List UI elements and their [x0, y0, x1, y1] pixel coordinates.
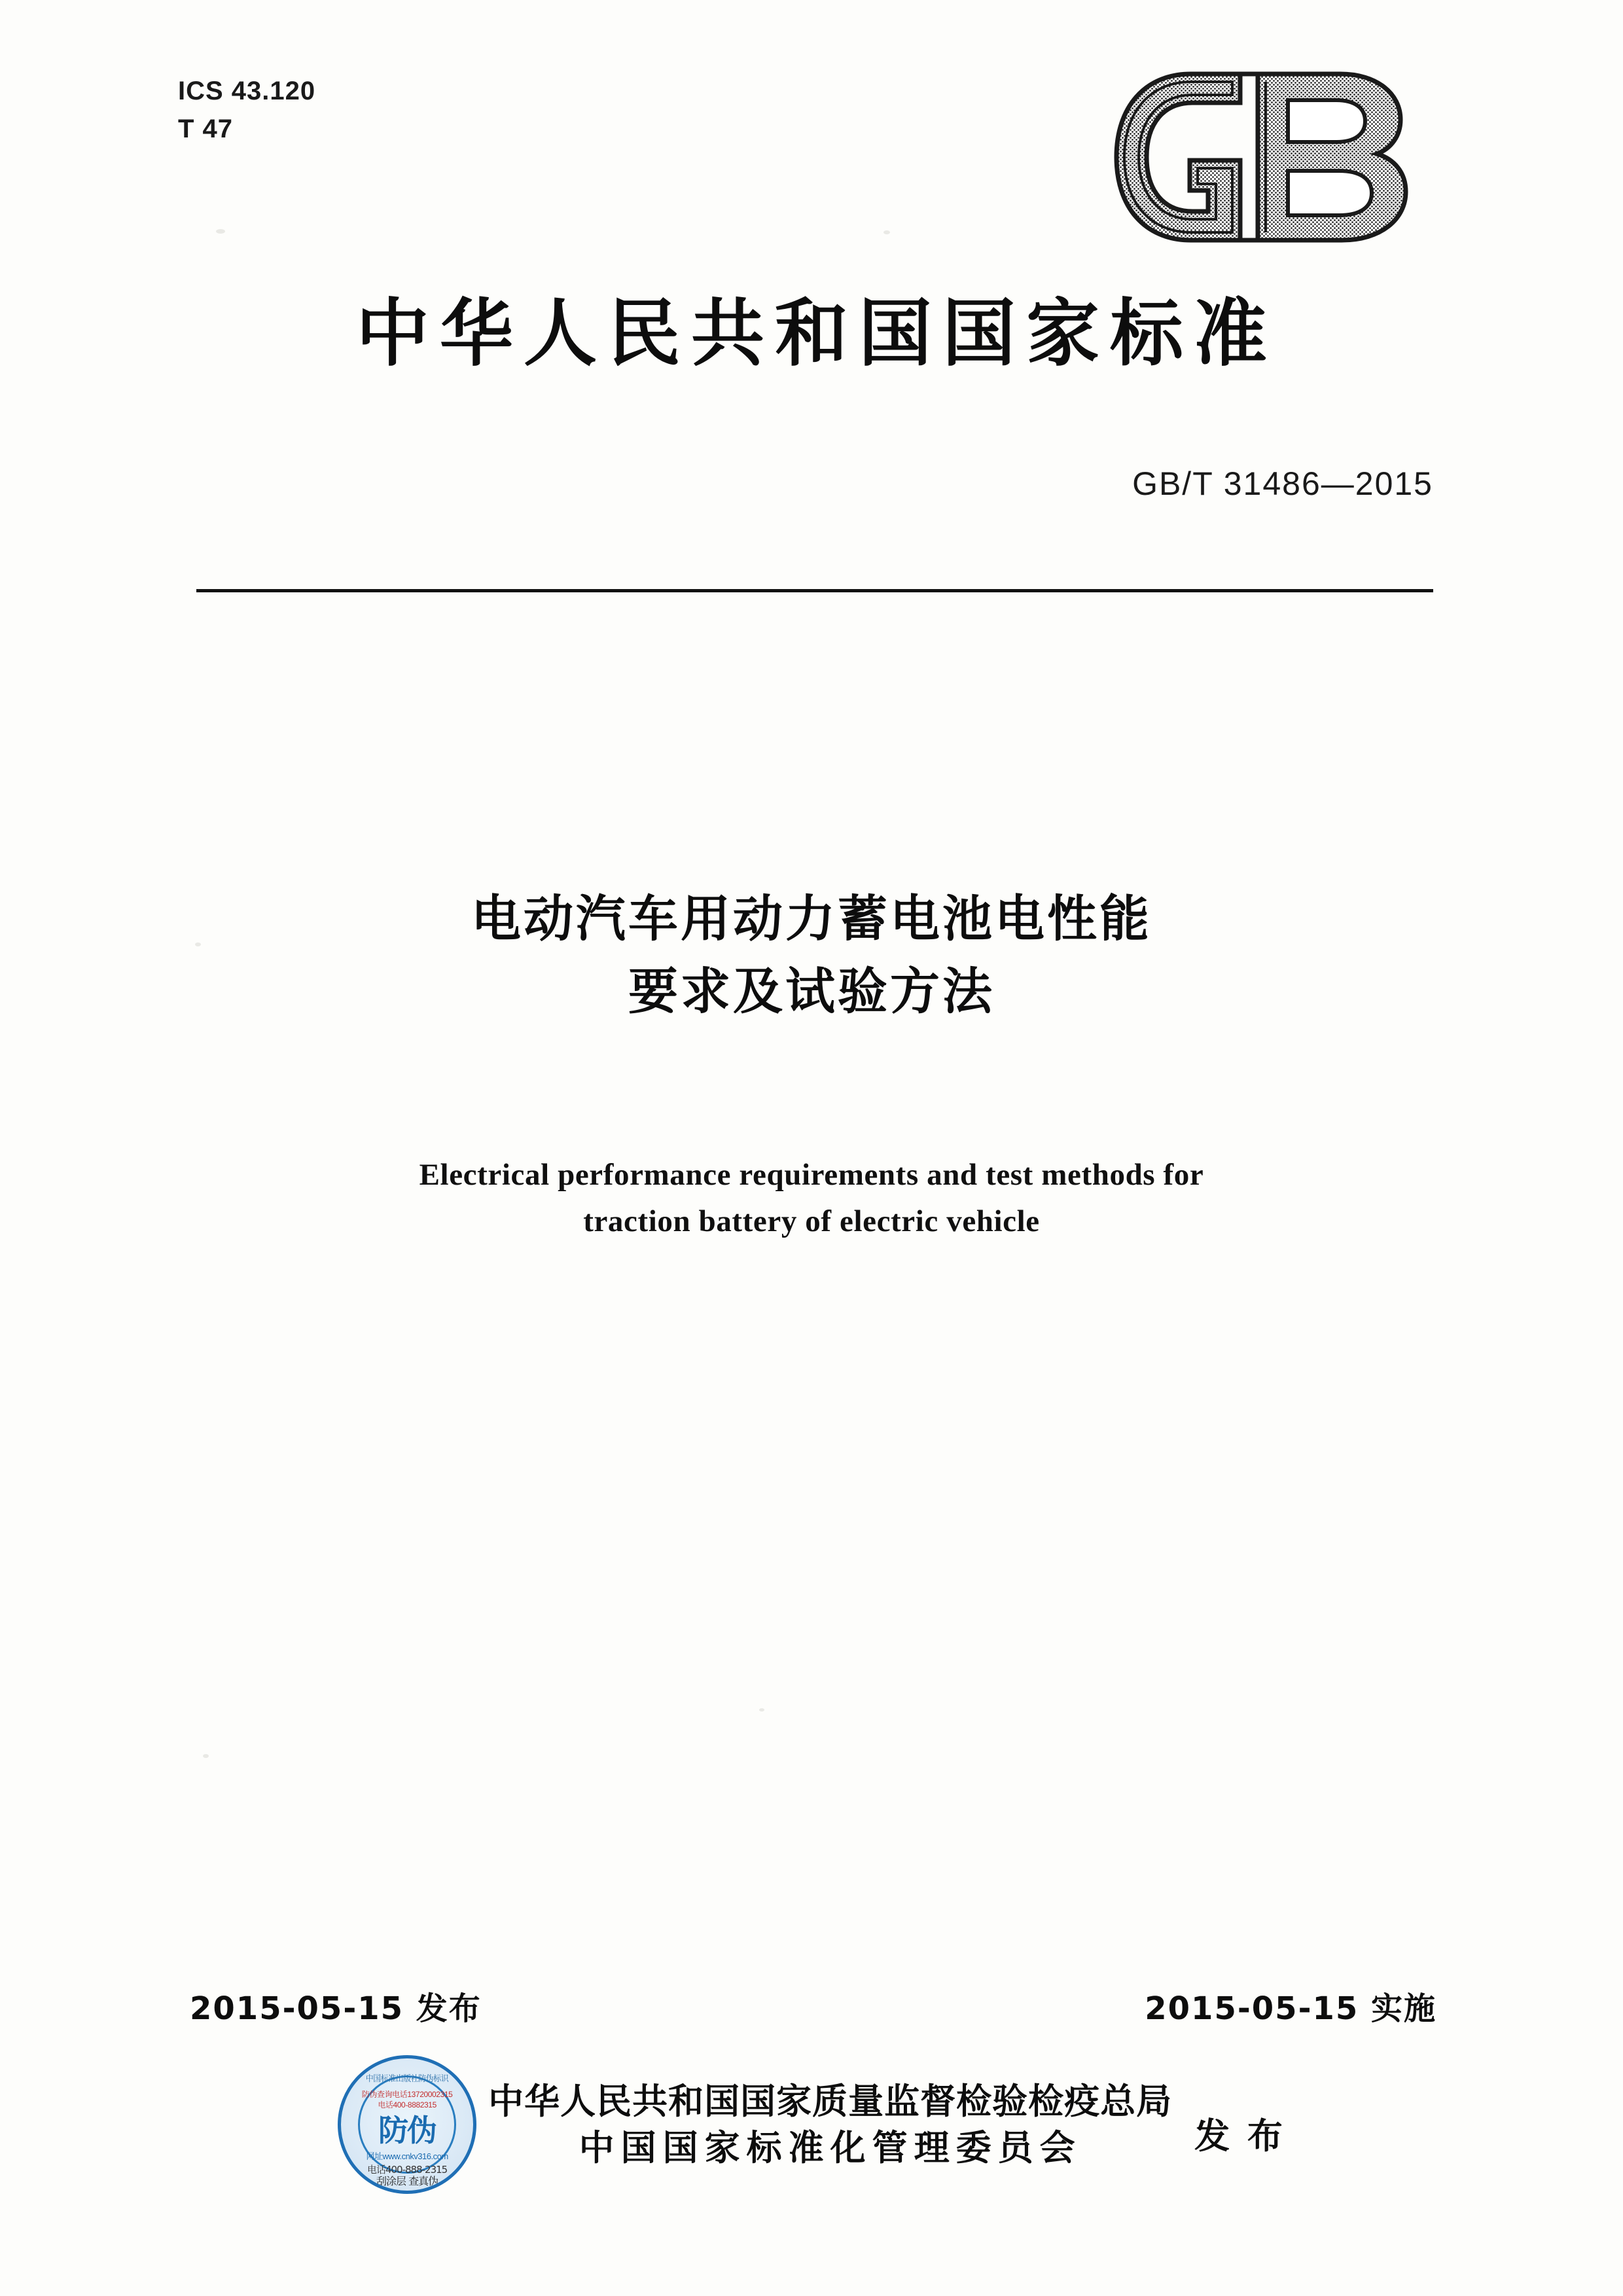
classification-code: T 47	[178, 115, 234, 143]
scan-speck	[203, 1754, 209, 1758]
standard-number: GB/T 31486—2015	[1132, 465, 1433, 502]
seal-phone-line-1: 防伪查询电话13720002315	[361, 2090, 453, 2099]
issue-label: 发 布	[1194, 2115, 1285, 2157]
publisher-names	[488, 2078, 1172, 2172]
title-line-1: 电动汽车用动力蓄电池电性能	[471, 889, 1152, 948]
seal-center-text: 防伪	[378, 2113, 437, 2148]
title-line-2: 要求及试验方法	[628, 962, 995, 1021]
seal-code-text: 电话400-888-2315	[366, 2164, 448, 2176]
national-standard-title: 中华人民共和国国家标准	[356, 291, 1277, 376]
page-title	[0, 887, 1623, 1024]
title-en-line-1: Electrical performance requirements and test methods for	[419, 1158, 1204, 1192]
seal-phone-line-2: 电话400-8882315	[378, 2100, 437, 2109]
title-en-line-2: traction battery of electric vehicle	[583, 1204, 1040, 1238]
implement-date: 2015-05-15 实施	[1145, 1990, 1436, 2027]
publisher-line-2: 中国国家标准化管理委员会	[579, 2127, 1082, 2168]
anti-counterfeit-seal-icon	[338, 2055, 476, 2194]
page-title-english	[0, 1152, 1623, 1244]
seal-bottom-text: 刮涂层 查真伪	[376, 2175, 438, 2187]
publisher-line-1: 中华人民共和国国家质量监督检验检疫总局	[488, 2080, 1173, 2122]
header-divider	[196, 589, 1433, 592]
ics-code: ICS 43.120	[178, 77, 316, 105]
gb-logo-icon	[1106, 62, 1433, 252]
publish-date: 2015-05-15 发布	[190, 1990, 482, 2027]
ics-block	[178, 72, 315, 148]
seal-top-text: 中国标准出版社防伪标识	[365, 2074, 449, 2084]
date-row	[190, 1983, 1436, 2028]
publisher-block	[0, 2055, 1623, 2194]
scan-speck	[883, 230, 890, 234]
seal-site-text: 网址www.cnkv316.com	[366, 2151, 448, 2161]
scan-speck	[216, 229, 225, 234]
scan-speck	[759, 1708, 764, 1712]
